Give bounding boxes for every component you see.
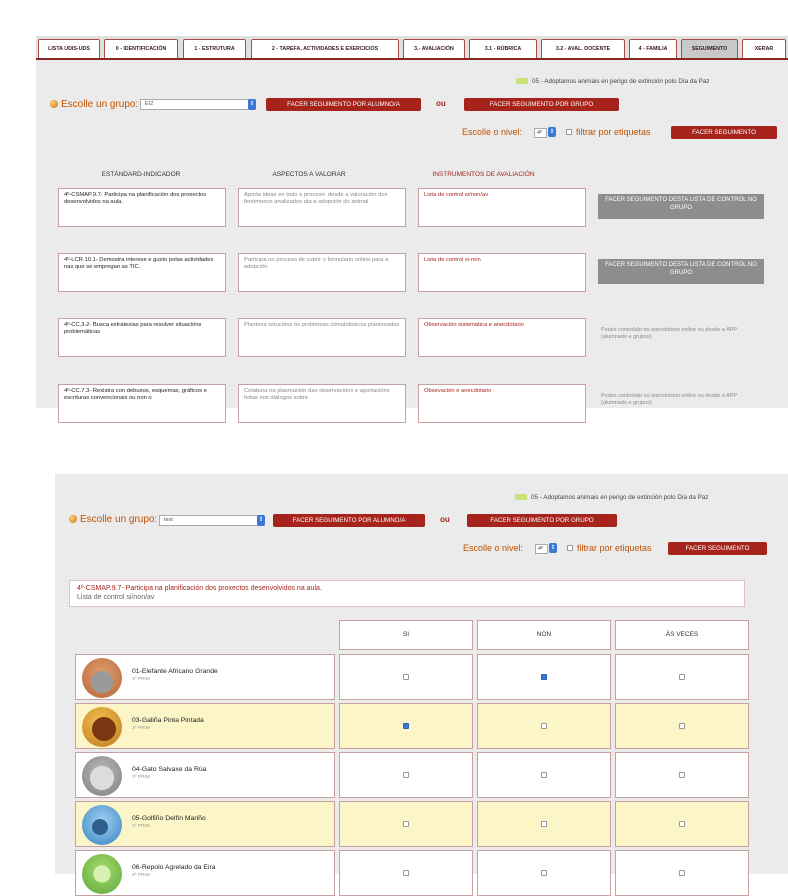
checklist-cell [339,801,473,847]
checklist-checkbox[interactable] [541,821,547,827]
group-label-text: Escolle un grupo: [61,99,139,110]
info-icon [50,100,58,108]
filter-tags-label: filtrar por etiquetas [576,127,651,137]
group-label [69,514,157,525]
checklist-checkbox[interactable] [679,674,685,680]
tab-seguimento[interactable]: SEGUIMENTO [681,39,738,58]
group-select[interactable]: EI2 [140,99,255,110]
follow-checklist-group-button[interactable]: FACER SEGUIMENTO DESTA LISTA DE CONTROL NO GRUPO [598,259,764,284]
checklist-checkbox[interactable] [541,772,547,778]
checklist-cell [615,850,749,896]
student-row [75,654,335,700]
checklist-checkbox[interactable] [541,723,547,729]
anecdotal-hint: Podes controlalo no anecdotario online ou desde a APP (alumnado e grupos) [601,327,737,340]
follow-button[interactable]: FACER SEGUIMENTO [671,126,777,139]
avatar [82,756,122,796]
filter-tags-label: filtrar por etiquetas [577,543,652,553]
standard-cell: 4º-CC.3.2- Busca estratexias para resolver situacións problemáticas [58,318,226,357]
aspect-cell: Aporta ideas en todo o proceso: desde a valoración dos fenómenos analizados ata a adopción do animal [238,188,406,227]
or-label: ou [440,515,450,524]
checklist-checkbox[interactable] [403,821,409,827]
student-class: 3º PRIM [132,775,150,780]
selected-instrument: Lista de control si/non/av [77,593,155,601]
tab-aval-docente[interactable]: 3.2 - AVAL. DOCENTE [541,39,625,58]
instrument-cell: Lista de control si/non/av [418,188,586,227]
filter-tags-checkbox[interactable] [567,545,573,551]
tab-avaliacion[interactable]: 3.- AVALIACIÓN [403,39,465,58]
curriculum-panel [36,36,788,408]
column-header-non: NON [477,620,611,650]
student-name: 04-Gato Salvaxe da Rúa [132,766,207,773]
project-color-swatch [516,78,528,84]
checklist-cell [615,703,749,749]
checklist-panel [55,474,788,878]
student-row [75,801,335,847]
student-row [75,850,335,896]
tab-tarefa[interactable]: 2 - TAREFA, ACTIVIDADES E EXERCICIOS [251,39,399,58]
student-class: 3º PRIM [132,677,150,682]
student-row [75,752,335,798]
follow-button[interactable]: FACER SEGUIMENTO [668,542,767,555]
group-label [50,99,138,110]
standard-column-header: ESTÁNDARD-INDICADOR [101,171,181,178]
checklist-cell [477,654,611,700]
follow-by-student-button[interactable]: FACER SEGUIMENTO POR ALUMNO/A [266,98,421,111]
student-name: 03-Galiña Pinta Pintada [132,717,204,724]
group-label-text: Escolle un grupo: [80,514,158,525]
student-class: 3º PRIM [132,824,150,829]
checklist-cell [339,654,473,700]
selected-standard-box [69,580,745,607]
tab-estrutura[interactable]: 1 - ESTRUTURA [183,39,246,58]
instrument-cell: Obsevación e anecdotario [418,384,586,423]
student-name: 05-Golfiño Delfín Mariño [132,815,206,822]
checklist-cell [615,654,749,700]
checklist-checkbox[interactable] [541,674,547,680]
project-color-swatch [515,494,527,500]
aspect-cell: Plantexa solucións ós problemas climatolóxicos plantexados [238,318,406,357]
level-select[interactable]: 4º [535,544,548,554]
instrument-cell: Lista de control si-non [418,253,586,292]
checklist-cell [477,703,611,749]
column-header-si: SI [339,620,473,650]
filter-tags-checkbox[interactable] [566,129,572,135]
checklist-checkbox[interactable] [403,870,409,876]
checklist-cell [339,850,473,896]
level-select[interactable]: 4º [534,128,547,138]
checklist-checkbox[interactable] [679,772,685,778]
student-class: 3º PRIM [132,873,150,878]
checklist-checkbox[interactable] [679,821,685,827]
checklist-checkbox[interactable] [403,772,409,778]
checklist-cell [615,801,749,847]
tab-identificacion[interactable]: 0 - IDENTIFICACIÓN [104,39,178,58]
student-class: 3º PRIM [132,726,150,731]
follow-by-group-button[interactable]: FACER SEGUIMENTO POR GRUPO [467,514,617,527]
info-icon [69,515,77,523]
project-legend [515,494,708,501]
chevron-down-icon[interactable]: ⇕ [549,129,555,135]
level-label: Escolle o nivel: [463,543,524,553]
chevron-down-icon[interactable]: ⇕ [257,515,265,526]
project-legend [516,78,709,85]
instruments-column-header: INSTRUMENTOS DE AVALIACIÓN [432,171,535,178]
avatar [82,658,122,698]
follow-checklist-group-button[interactable]: FACER SEGUIMENTO DESTA LISTA DE CONTROL NO GRUPO [598,194,764,219]
avatar [82,854,122,894]
student-name: 01-Elefante Africano Grande [132,668,218,675]
or-label: ou [436,99,446,108]
student-row [75,703,335,749]
student-name: 06-Repolo Agrelado da Eira [132,864,216,871]
avatar [82,707,122,747]
checklist-cell [477,850,611,896]
chevron-down-icon[interactable]: ⇕ [248,99,256,110]
checklist-cell [477,752,611,798]
follow-by-group-button[interactable]: FACER SEGUIMENTO POR GRUPO [464,98,619,111]
tab-xerar[interactable]: XERAR [742,39,786,58]
level-label: Escolle o nivel: [462,127,523,137]
chevron-down-icon[interactable]: ⇕ [550,545,556,551]
checklist-checkbox[interactable] [679,870,685,876]
checklist-cell [615,752,749,798]
tab-bar [36,36,788,60]
standard-cell: 4º-CSMAP.9.7- Participa na planificación dos proxectos desenvolvidos na aula. [58,188,226,227]
aspects-column-header: ASPECTOS A VALORAR [272,171,346,178]
anecdotal-hint: Podes controlalo no anecdotario online ou desde a APP (alumnado e grupos) [601,393,737,406]
group-select[interactable]: test [159,515,264,526]
checklist-cell [339,752,473,798]
instrument-cell: Observación sistemática e anecdotario [418,318,586,357]
standard-cell: 4º-CC.7.3- Rexistra con debuxos, esquemas, gráficos e escrituras convencionais ou non o [58,384,226,423]
aspect-cell: Colabora na plasmación das observacións e aportacións feitas nos diálogos sobre [238,384,406,423]
tab-familia[interactable]: 4 - FAMILIA [629,39,677,58]
selected-standard: 4º-CSMAP.9.7- Participa na planificación dos proxectos desenvolvidos na aula. [77,585,322,592]
tab-lista-udis[interactable]: LISTA UDIS-UDS [38,39,100,58]
checklist-cell [339,703,473,749]
aspect-cell: Participa no proceso de cubrir o formulario online para a adopción [238,253,406,292]
avatar [82,805,122,845]
checklist-checkbox[interactable] [403,723,409,729]
checklist-checkbox[interactable] [541,870,547,876]
tab-rubrica[interactable]: 3.1 - RÚBRICA [469,39,537,58]
project-legend-text: 05 - Adoptamos animais en perigo de extinción polo Día da Paz [532,78,710,85]
checklist-cell [477,801,611,847]
follow-by-student-button[interactable]: FACER SEGUIMENTO POR ALUMNO/A [273,514,425,527]
project-legend-text: 05 - Adoptamos animais en perigo de extinción polo Día da Paz [531,494,709,501]
checklist-checkbox[interactable] [403,674,409,680]
standard-cell: 4º-LCR.10.1- Demostra interese e gusto polas actividades nas que se empregan as TIC. [58,253,226,292]
column-header-as-veces: ÁS VECES [615,620,749,650]
checklist-checkbox[interactable] [679,723,685,729]
